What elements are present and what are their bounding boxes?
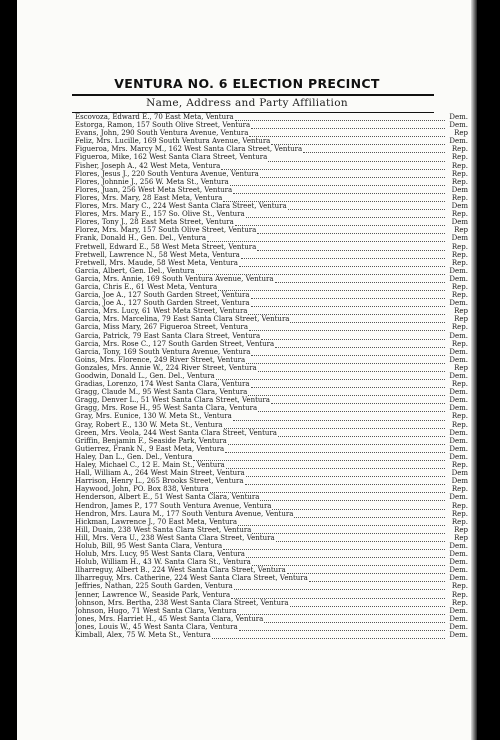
party-affiliation: Rep. xyxy=(451,242,468,251)
list-item xyxy=(75,534,468,542)
list-item xyxy=(75,485,468,493)
voter-name-address: Haley, Dan L., Gen. Del., Ventura xyxy=(75,452,193,461)
list-item xyxy=(75,234,468,242)
voter-name-address: Flores, Mrs. Mary E., 157 So. Olive St., Ventura xyxy=(75,210,245,219)
dot-leader xyxy=(271,137,445,145)
party-affiliation: Dem. xyxy=(449,137,468,146)
party-affiliation: Dem. xyxy=(449,631,468,639)
voter-name-address: Figueroa, Mrs. Marcy M., 162 West Santa Clara Street, Ventura xyxy=(75,145,303,154)
list-item xyxy=(75,388,468,396)
voter-name-address: Fretwell, Mrs. Maude, 58 West Meta, Ventura xyxy=(75,258,238,267)
list-item xyxy=(75,299,468,307)
party-affiliation: Rep. xyxy=(451,339,468,348)
dot-leader xyxy=(246,550,445,558)
dot-leader xyxy=(230,178,445,186)
dot-leader xyxy=(252,526,445,534)
dot-leader xyxy=(275,340,445,348)
voter-name-address: Flores, Jesus J., 220 South Ventura Avenue, Ventura xyxy=(75,169,259,178)
voter-name-address: Garcia, Mrs. Annie, 169 South Ventura Avenue, Ventura xyxy=(75,274,274,283)
dot-leader xyxy=(249,129,445,137)
list-item xyxy=(75,275,468,283)
voter-name-address: Flores, Tony J., 28 East Meta Street, Ventura xyxy=(75,218,234,227)
list-item xyxy=(75,307,468,315)
dot-leader xyxy=(258,364,445,372)
dot-leader xyxy=(246,210,445,218)
list-item xyxy=(75,558,468,566)
list-item xyxy=(75,162,468,170)
list-item xyxy=(75,510,468,518)
dot-leader xyxy=(275,275,445,283)
voter-name-address: Hendron, James P., 177 South Ventura Avenue, Ventura xyxy=(75,501,272,510)
dot-leader xyxy=(233,413,445,421)
party-affiliation: Rep. xyxy=(451,412,468,421)
list-item xyxy=(75,340,468,348)
party-affiliation: Rep. xyxy=(451,461,468,470)
party-affiliation: Dem. xyxy=(449,331,468,340)
voter-name-address: Garcia, Chris E., 61 West Meta, Ventura xyxy=(75,282,218,291)
dot-leader xyxy=(260,493,445,501)
party-affiliation: Dem. xyxy=(449,396,468,405)
dot-leader xyxy=(290,599,445,607)
dot-leader xyxy=(268,154,445,162)
dot-leader xyxy=(251,291,445,299)
document-page xyxy=(17,0,477,740)
list-item xyxy=(75,259,468,267)
list-item xyxy=(75,283,468,291)
party-affiliation: Rep. xyxy=(451,485,468,494)
dot-leader xyxy=(223,194,445,202)
voter-name-address: Jeffries, Nathan, 225 South Garden, Ventura xyxy=(75,582,233,591)
voter-name-address: Goins, Mrs. Florence, 249 River Street, Ventura xyxy=(75,355,246,364)
list-item xyxy=(75,493,468,501)
dot-leader xyxy=(260,170,445,178)
party-affiliation: Rep. xyxy=(451,380,468,389)
title-rule xyxy=(72,94,434,96)
voter-name-address: Holub, Mrs. Lucy, 95 West Santa Clara, Ventura xyxy=(75,550,245,559)
voter-name-address: Ilharreguy, Mrs. Catherine, 224 West Santa Clara Street, Ventura xyxy=(75,574,308,583)
list-item xyxy=(75,170,468,178)
dot-leader xyxy=(238,518,445,526)
dot-leader xyxy=(290,315,445,323)
list-item xyxy=(75,542,468,550)
party-affiliation: Rep. xyxy=(451,590,468,599)
dot-leader xyxy=(249,323,445,331)
party-affiliation: Dem. xyxy=(449,404,468,413)
party-affiliation: Rep. xyxy=(451,250,468,259)
dot-leader xyxy=(258,404,445,412)
list-item xyxy=(75,121,468,129)
voter-name-address: Goodwin, Donald L., Gen. Del., Ventura xyxy=(75,372,215,380)
list-item xyxy=(75,137,468,145)
voter-name-address: Flores, Mrs. Mary C., 224 West Santa Clara Street, Ventura xyxy=(75,202,287,211)
party-affiliation: Dem. xyxy=(449,606,468,615)
party-affiliation: Rep. xyxy=(451,582,468,591)
list-item xyxy=(75,251,468,259)
party-affiliation: Dem. xyxy=(449,566,468,575)
dot-leader xyxy=(228,437,445,445)
list-item xyxy=(75,210,468,218)
dot-leader xyxy=(251,380,445,388)
list-item xyxy=(75,566,468,574)
dot-leader xyxy=(251,299,445,307)
list-item xyxy=(75,145,468,153)
party-affiliation: Dem xyxy=(451,469,468,478)
list-item xyxy=(75,615,468,623)
party-affiliation: Dem. xyxy=(449,574,468,583)
party-affiliation: Dem. xyxy=(449,299,468,308)
voter-name-address: Garcia, Patrick, 79 East Santa Clara Street, Ventura xyxy=(75,331,261,340)
party-affiliation: Dem. xyxy=(449,355,468,364)
dot-leader xyxy=(233,186,445,194)
voter-name-address: Jenner, Lawrence W., Seaside Park, Ventura xyxy=(75,590,231,599)
party-affiliation: Dem. xyxy=(449,550,468,559)
dot-leader xyxy=(246,469,445,477)
list-item xyxy=(75,518,468,526)
list-item xyxy=(75,226,468,234)
dot-leader xyxy=(241,251,445,259)
dot-leader xyxy=(257,226,445,234)
dot-leader xyxy=(246,356,445,364)
party-affiliation: Dem. xyxy=(449,622,468,631)
dot-leader xyxy=(278,429,445,437)
party-affiliation: Rep xyxy=(454,315,468,324)
dot-leader xyxy=(257,243,445,251)
dot-leader xyxy=(225,445,445,453)
dot-leader xyxy=(235,113,445,121)
party-affiliation: Rep. xyxy=(451,282,468,291)
voter-name-address: Garcia, Miss Mary, 267 Figueroa Street, Ventura xyxy=(75,323,249,332)
party-affiliation: Rep. xyxy=(451,420,468,429)
dot-leader xyxy=(303,145,445,153)
party-affiliation: Rep xyxy=(454,363,468,372)
voter-name-address: Gragg, Mrs. Rose H., 95 West Santa Clara, Ventura xyxy=(75,404,258,413)
party-affiliation: Rep. xyxy=(451,169,468,178)
party-affiliation: Dem. xyxy=(449,436,468,445)
party-affiliation: Dem. xyxy=(449,347,468,356)
list-item xyxy=(75,332,468,340)
voter-name-address: Griffin, Benjamin F., Seaside Park, Ventura xyxy=(75,436,227,445)
party-affiliation: Rep. xyxy=(451,145,468,154)
voter-name-address: Johnson, Mrs. Bertha, 238 West Santa Clara Street, Ventura xyxy=(75,598,289,607)
party-affiliation: Dem xyxy=(451,218,468,227)
party-affiliation: Rep. xyxy=(451,153,468,162)
list-item xyxy=(75,429,468,437)
voter-name-address: Garcia, Albert, Gen. Del., Ventura xyxy=(75,266,195,275)
dot-leader xyxy=(239,623,445,631)
voter-name-address: Gray, Mrs. Eunice, 130 W. Meta St., Ventura xyxy=(75,412,232,421)
dot-leader xyxy=(193,453,445,461)
voter-name-address: Gradias, Lorenzo, 174 West Santa Clara, Ventura xyxy=(75,380,250,389)
voter-name-address: Johnson, Hugo, 71 West Santa Clara, Ventura xyxy=(75,606,237,615)
list-item xyxy=(75,396,468,404)
list-item xyxy=(75,445,468,453)
party-affiliation: Rep xyxy=(454,525,468,534)
dot-leader xyxy=(239,259,445,267)
voter-name-address: Evans, John, 290 South Ventura Avenue, Ventura xyxy=(75,129,249,138)
list-item xyxy=(75,323,468,331)
dot-leader xyxy=(252,558,445,566)
voter-name-address: Garcia, Mrs. Marcelina, 79 East Santa Clara Street, Ventura xyxy=(75,315,290,324)
dot-leader xyxy=(248,388,445,396)
voter-name-address: Green, Mrs. Veola, 244 West Santa Clara Street, Ventura xyxy=(75,428,277,437)
party-affiliation: Dem. xyxy=(449,614,468,623)
voter-name-address: Gragg, Claude M., 95 West Santa Clara, Ventura xyxy=(75,388,248,397)
dot-leader xyxy=(248,307,445,315)
voter-name-address: Escovoza, Edward E., 70 East Meta, Ventura xyxy=(75,113,234,121)
party-affiliation: Rep. xyxy=(451,210,468,219)
dot-leader xyxy=(309,574,445,582)
list-item xyxy=(75,202,468,210)
dot-leader xyxy=(261,332,445,340)
list-item xyxy=(75,348,468,356)
list-item xyxy=(75,404,468,412)
list-item xyxy=(75,153,468,161)
party-affiliation: Rep. xyxy=(451,161,468,170)
dot-leader xyxy=(271,396,445,404)
voter-name-address: Frank, Donald H., Gen. Del., Ventura xyxy=(75,234,207,243)
voter-name-address: Fretwell, Edward E., 58 West Meta Street, Ventura xyxy=(75,242,257,251)
dot-leader xyxy=(288,202,445,210)
party-affiliation: Rep. xyxy=(451,598,468,607)
dot-leader xyxy=(294,510,445,518)
list-item xyxy=(75,113,468,121)
list-item xyxy=(75,502,468,510)
voter-name-address: Hill, Mrs. Vera U., 238 West Santa Clara Street, Ventura xyxy=(75,533,275,542)
list-item xyxy=(75,218,468,226)
voter-name-address: Garcia, Joe A., 127 South Garden Street, Ventura xyxy=(75,299,250,308)
dot-leader xyxy=(210,485,445,493)
voter-name-address: Kimball, Alex, 75 W. Meta St., Ventura xyxy=(75,631,211,639)
party-affiliation: Dem xyxy=(451,185,468,194)
party-affiliation: Dem. xyxy=(449,493,468,502)
voter-name-address: Garcia, Tony, 169 South Ventura Avenue, Ventura xyxy=(75,347,251,356)
list-item xyxy=(75,453,468,461)
list-item xyxy=(75,372,468,380)
list-item xyxy=(75,178,468,186)
page-subtitle: Name, Address and Party Affiliation xyxy=(146,97,348,109)
list-item xyxy=(75,623,468,631)
party-affiliation: Dem xyxy=(451,234,468,243)
party-affiliation: Dem. xyxy=(449,372,468,380)
dot-leader xyxy=(251,121,445,129)
list-item xyxy=(75,380,468,388)
party-affiliation: Rep. xyxy=(451,501,468,510)
dot-leader xyxy=(196,267,445,275)
voter-name-address: Hickman, Lawrence J., 70 East Meta, Ventura xyxy=(75,517,238,526)
dot-leader xyxy=(235,218,445,226)
voter-name-address: Ilharreguy, Albert B., 224 West Santa Clara Street, Ventura xyxy=(75,566,286,575)
voter-name-address: Holub, William H., 43 W. Santa Clara St., Ventura xyxy=(75,558,251,567)
party-affiliation: Rep. xyxy=(451,258,468,267)
dot-leader xyxy=(276,534,445,542)
party-affiliation: Dem. xyxy=(449,452,468,461)
dot-leader xyxy=(264,615,445,623)
dot-leader xyxy=(245,477,445,485)
voter-name-address: Flores, Juan, 256 West Meta Street, Ventura xyxy=(75,185,233,194)
party-affiliation: Rep xyxy=(454,129,468,138)
party-affiliation: Dem xyxy=(451,202,468,211)
voter-name-address: Estorga, Ramon, 157 South Olive Street, Ventura xyxy=(75,121,251,130)
dot-leader xyxy=(287,566,445,574)
dot-leader xyxy=(231,591,445,599)
dot-leader xyxy=(218,283,445,291)
voter-name-address: Fisher, Joseph A., 42 West Meta, Ventura xyxy=(75,161,221,170)
list-item xyxy=(75,421,468,429)
dot-leader xyxy=(237,607,445,615)
party-affiliation: Dem. xyxy=(449,113,468,121)
party-affiliation: Dem. xyxy=(449,558,468,567)
voter-name-address: Haley, Michael C., 12 E. Main St., Ventura xyxy=(75,461,225,470)
list-item xyxy=(75,461,468,469)
party-affiliation: Dem. xyxy=(449,428,468,437)
voter-name-address: Hall, William A., 264 West Main Street, Ventura xyxy=(75,469,245,478)
page-binding-edge xyxy=(471,0,477,740)
party-affiliation: Dem. xyxy=(449,121,468,130)
list-item xyxy=(75,243,468,251)
list-item xyxy=(75,412,468,420)
party-affiliation: Dem. xyxy=(449,388,468,397)
list-item xyxy=(75,356,468,364)
list-item xyxy=(75,574,468,582)
party-affiliation: Rep. xyxy=(451,291,468,300)
voter-name-address: Garcia, Mrs. Rose C., 127 South Garden Street, Ventura xyxy=(75,339,275,348)
voter-name-address: Gutierrez, Frank N., 9 East Meta, Ventura xyxy=(75,444,225,453)
list-item xyxy=(75,267,468,275)
list-item xyxy=(75,631,468,639)
list-item xyxy=(75,291,468,299)
party-affiliation: Rep. xyxy=(451,177,468,186)
list-item xyxy=(75,129,468,137)
voter-name-address: Garcia, Joe A., 127 South Garden Street, Ventura xyxy=(75,291,250,300)
voter-name-address: Harrison, Henry L., 265 Brooks Street, Ventura xyxy=(75,477,244,486)
party-affiliation: Dem. xyxy=(449,541,468,550)
party-affiliation: Rep xyxy=(454,307,468,316)
list-item xyxy=(75,194,468,202)
dot-leader xyxy=(272,502,445,510)
voter-name-address: Holub, Bill, 95 West Santa Clara, Ventura xyxy=(75,541,223,550)
voter-name-address: Gragg, Denver L., 51 West Santa Clara Street, Ventura xyxy=(75,396,270,405)
voter-name-address: Feliz, Mrs. Lucille, 169 South Ventura Avenue, Ventura xyxy=(75,137,271,146)
party-affiliation: Rep. xyxy=(451,509,468,518)
voter-name-address: Haywood, John, PO. Box 838, Ventura xyxy=(75,485,209,494)
list-item xyxy=(75,477,468,485)
dot-leader xyxy=(234,582,445,590)
voter-name-address: Figueroa, Mike, 162 West Santa Clara Street, Ventura xyxy=(75,153,268,162)
list-item xyxy=(75,186,468,194)
list-item xyxy=(75,315,468,323)
dot-leader xyxy=(226,461,445,469)
party-affiliation: Rep. xyxy=(451,517,468,526)
voter-list xyxy=(75,113,468,639)
voter-name-address: Jones, Louis W., 45 West Santa Clara, Ventura xyxy=(75,622,238,631)
list-item xyxy=(75,582,468,590)
party-affiliation: Dem xyxy=(451,477,468,486)
list-item xyxy=(75,364,468,372)
voter-name-address: Florez, Mrs. Mary, 157 South Olive Street, Ventura xyxy=(75,226,257,235)
list-item xyxy=(75,550,468,558)
list-item xyxy=(75,607,468,615)
dot-leader xyxy=(221,162,445,170)
dot-leader xyxy=(224,421,445,429)
party-affiliation: Dem. xyxy=(449,444,468,453)
dot-leader xyxy=(212,631,445,639)
voter-name-address: Henderson, Albert E., 51 West Santa Clara, Ventura xyxy=(75,493,260,502)
party-affiliation: Rep. xyxy=(451,323,468,332)
voter-name-address: Gonzales, Mrs. Annie W., 224 River Street, Ventura xyxy=(75,363,257,372)
list-item xyxy=(75,437,468,445)
party-affiliation: Dem. xyxy=(449,266,468,275)
voter-name-address: Gray, Robert E., 130 W. Meta St., Ventura xyxy=(75,420,223,429)
voter-name-address: Fretwell, Lawrence N., 58 West Meta, Ventura xyxy=(75,250,240,259)
page-title: VENTURA NO. 6 ELECTION PRECINCT xyxy=(114,76,380,91)
list-item xyxy=(75,591,468,599)
voter-name-address: Flores, Mrs. Mary, 28 East Meta, Ventura xyxy=(75,193,223,202)
voter-name-address: Hill, Duain, 238 West Santa Clara Street, Ventura xyxy=(75,525,252,534)
voter-name-address: Hendron, Mrs. Laura M., 177 South Ventura Avenue, Ventura xyxy=(75,509,294,518)
party-affiliation: Rep xyxy=(454,533,468,542)
voter-name-address: Jones, Mrs. Harriet H., 45 West Santa Clara, Ventura xyxy=(75,614,264,623)
dot-leader xyxy=(223,542,445,550)
party-affiliation: Dem. xyxy=(449,274,468,283)
list-item xyxy=(75,526,468,534)
dot-leader xyxy=(216,372,445,380)
dot-leader xyxy=(207,234,445,242)
party-affiliation: Rep. xyxy=(451,193,468,202)
voter-name-address: Garcia, Mrs. Lucy, 61 West Meta Street, Ventura xyxy=(75,307,248,316)
party-affiliation: Rep xyxy=(454,226,468,235)
dot-leader xyxy=(251,348,445,356)
voter-name-address: Flores, Johnnie J., 256 W. Meta St., Ventura xyxy=(75,177,229,186)
list-item xyxy=(75,599,468,607)
list-item xyxy=(75,469,468,477)
